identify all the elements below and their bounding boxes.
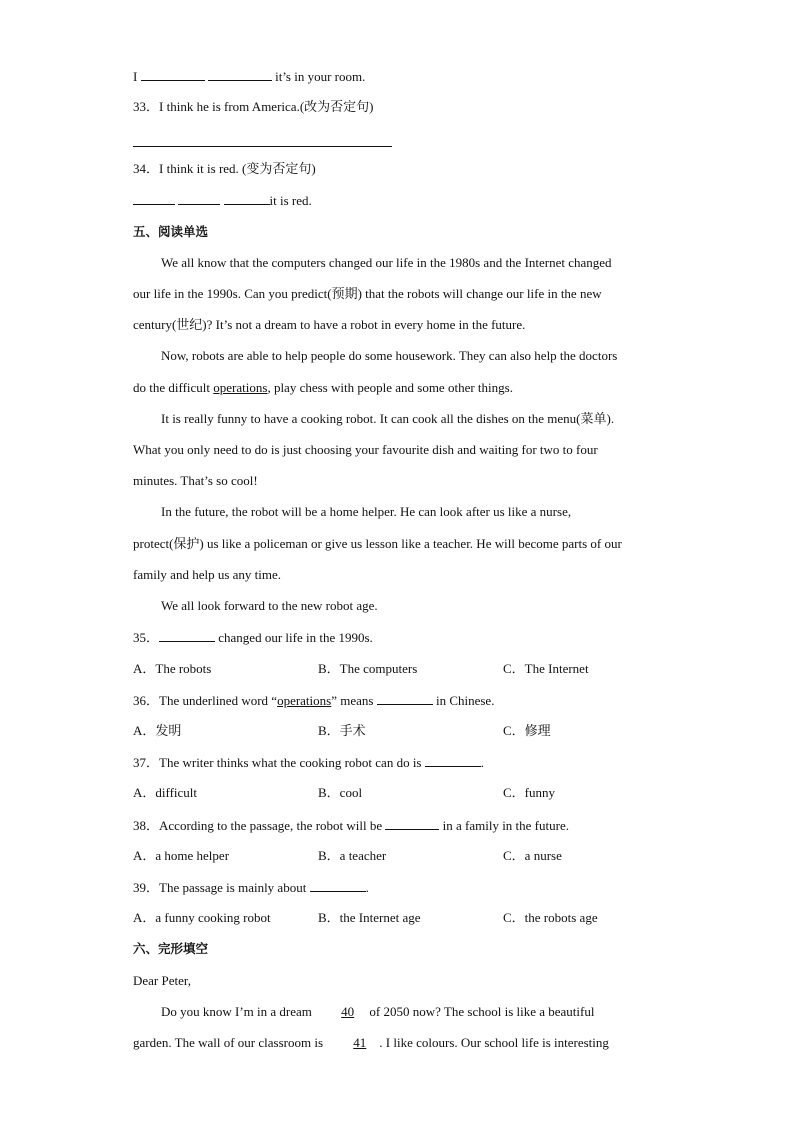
question-number: 35．: [133, 630, 160, 645]
text-span: do the difficult: [133, 380, 214, 395]
option-c[interactable]: C．a nurse: [503, 848, 562, 863]
text-span: , play chess with people and some other things.: [267, 380, 513, 395]
passage-line: Now, robots are able to help people do some housework. They can also help the doctors: [161, 348, 618, 363]
q34-suffix: it is red.: [269, 193, 312, 208]
answer-blank[interactable]: [178, 192, 220, 205]
question-37: [133, 754, 663, 771]
question-text: I think he is from America.(改为否定句): [159, 99, 374, 114]
question-number: 37．: [133, 755, 160, 770]
option-a[interactable]: A．a home helper: [133, 848, 230, 863]
q32-prefix: I: [133, 69, 138, 84]
answer-line[interactable]: [133, 146, 392, 147]
question-text: in a family in the future.: [439, 818, 569, 833]
question-number: 38．: [133, 818, 160, 833]
question-number: 36．: [133, 693, 160, 708]
question-34: [133, 161, 663, 177]
option-a[interactable]: A．difficult: [133, 785, 198, 800]
answer-blank[interactable]: [133, 192, 175, 205]
passage-line: [133, 380, 663, 396]
question-36: [133, 692, 663, 709]
option-c[interactable]: C．the robots age: [503, 910, 598, 925]
answer-blank[interactable]: [208, 68, 272, 81]
passage-line: family and help us any time.: [133, 567, 282, 582]
question-number: 34．: [133, 161, 160, 176]
question-text: in Chinese.: [432, 693, 495, 708]
question-number: 39．: [133, 880, 160, 895]
question-text: According to the passage, the robot will be: [159, 818, 386, 833]
option-b[interactable]: B．cool: [318, 785, 363, 800]
passage-line: What you only need to do is just choosing your favourite dish and waiting for two to four: [133, 442, 598, 457]
passage-line: It is really funny to have a cooking robot. It can cook all the dishes on the menu(菜单).: [161, 411, 615, 426]
cloze-blank-40[interactable]: 40: [341, 1004, 355, 1019]
passage-line: minutes. That’s so cool!: [133, 473, 258, 488]
letter-line: [133, 1035, 663, 1051]
option-b[interactable]: B．The computers: [318, 661, 418, 676]
question-text: .: [365, 880, 369, 895]
underlined-word: operations: [277, 693, 332, 708]
letter-line: [161, 1004, 663, 1020]
passage-line: We all look forward to the new robot age.: [161, 598, 378, 613]
answer-blank[interactable]: [425, 754, 481, 767]
answer-blank[interactable]: [224, 192, 270, 205]
question-text: changed our life in the 1990s.: [215, 630, 373, 645]
answer-blank[interactable]: [385, 817, 439, 830]
passage-line: our life in the 1990s. Can you predict(预期) that the robots will change our life in the new: [133, 286, 602, 301]
answer-blank[interactable]: [159, 629, 215, 642]
passage-line: century(世纪)? It’s not a dream to have a robot in every home in the future.: [133, 317, 526, 332]
text-span: Do you know I’m in a dream: [161, 1004, 316, 1019]
option-a[interactable]: A．The robots: [133, 661, 212, 676]
cloze-blank-41[interactable]: 41: [353, 1035, 367, 1050]
question-33: [133, 99, 663, 115]
question-39: [133, 879, 663, 896]
option-b[interactable]: B．手术: [318, 723, 366, 738]
question-text: The underlined word “: [159, 693, 278, 708]
text-span: garden. The wall of our classroom is: [133, 1035, 327, 1050]
question-38: [133, 817, 663, 834]
option-c[interactable]: C．funny: [503, 785, 556, 800]
question-text: The passage is mainly about: [159, 880, 310, 895]
question-text: ” means: [331, 693, 377, 708]
text-span: . I like colours. Our school life is interesting: [379, 1035, 609, 1050]
option-a[interactable]: A．a funny cooking robot: [133, 910, 271, 925]
section-heading: 六、完形填空: [133, 941, 209, 956]
option-c[interactable]: C．The Internet: [503, 661, 589, 676]
answer-blank[interactable]: [377, 692, 433, 705]
option-b[interactable]: B．a teacher: [318, 848, 387, 863]
question-text: .: [480, 755, 484, 770]
q34-answer-line: [133, 192, 663, 209]
text-span: of 2050 now? The school is like a beautiful: [366, 1004, 595, 1019]
underlined-word: operations: [213, 380, 268, 395]
question-35: [133, 629, 663, 646]
section-heading: 五、阅读单选: [133, 224, 209, 239]
question-text: The writer thinks what the cooking robot can do is: [159, 755, 425, 770]
option-c[interactable]: C．修理: [503, 723, 551, 738]
letter-greeting: Dear Peter,: [133, 973, 191, 988]
option-b[interactable]: B．the Internet age: [318, 910, 421, 925]
q32-suffix: it’s in your room.: [275, 69, 366, 84]
q32-answer-line: [133, 68, 663, 85]
answer-blank[interactable]: [310, 879, 366, 892]
question-number: 33．: [133, 99, 160, 114]
passage-line: We all know that the computers changed our life in the 1980s and the Internet changed: [161, 255, 612, 270]
passage-line: In the future, the robot will be a home helper. He can look after us like a nurse,: [161, 504, 572, 519]
option-a[interactable]: A．发明: [133, 723, 182, 738]
question-text: I think it is red. (变为否定句): [159, 161, 316, 176]
answer-blank[interactable]: [141, 68, 205, 81]
passage-line: protect(保护) us like a policeman or give us lesson like a teacher. He will become parts of our: [133, 536, 622, 551]
